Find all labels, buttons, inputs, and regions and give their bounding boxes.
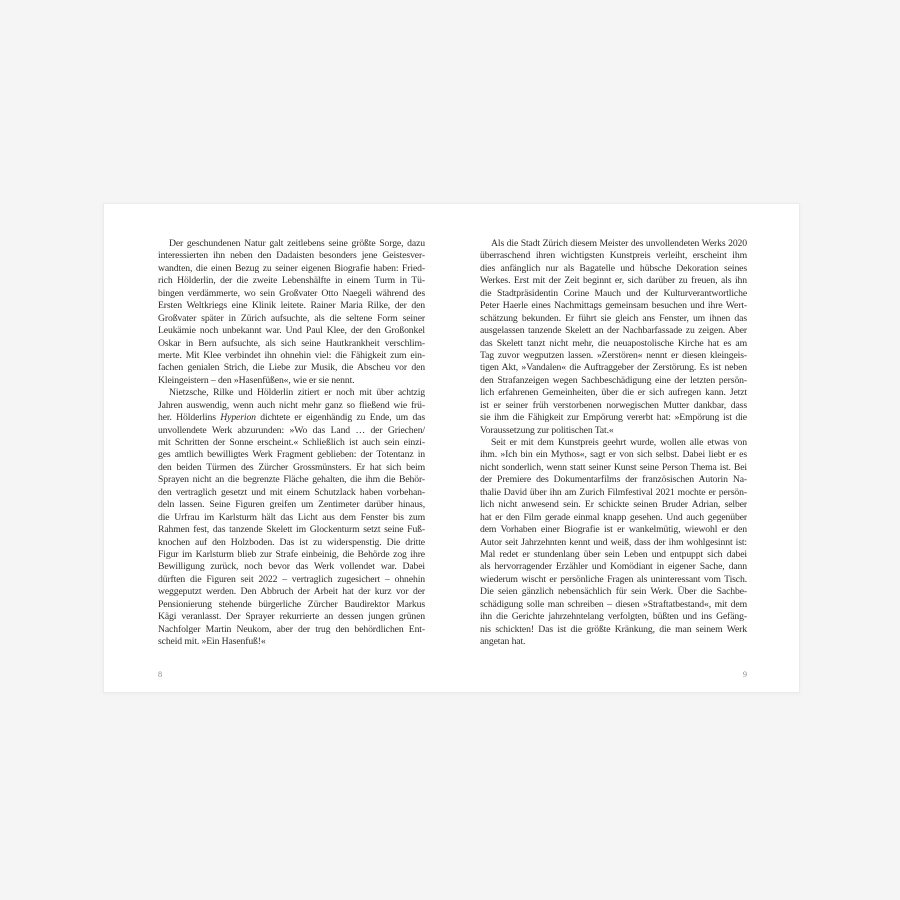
text-line: als hervorragender Erzähler und Komödiant in eigener Sache, dann [480,561,747,573]
text-line: ihm. »Ich bin ein Mythos«, sagt er von sich selbst. Dabei liebt er es [480,449,747,461]
text-line: fachen genialen Strich, die Liebe zur Musik, die Abscheu vor den [158,362,425,374]
paragraph [480,437,747,648]
text-line: ist er seiner früh verstorbenen norwegischen Mutter dankbar, dass [480,399,747,411]
text-line: Voraussetzung zur politischen Tat.« [480,424,614,436]
text-line: Mal redet er stundenlang über sein Leben und entpuppt sich dabei [480,548,747,560]
right-page-text [480,238,747,648]
text-line: angetan hat. [480,636,526,647]
text-line: Seit er mit dem Kunstpreis geehrt wurde, wollen alle etwas von [491,437,747,448]
text-line: wandten, die einen Bezug zu seiner eigenen Biografie haben: Fried- [158,262,425,274]
text-line: scheid mit. »Ein Hasenfuß!« [158,636,266,647]
text-line: Sprayen nicht an die begrenzte Fläche gehalten, die ihm die Behör- [158,474,425,486]
text-line: Ersten Weltkriegs eine Klinik leitete. Rainer Maria Rilke, der den [158,300,425,312]
text-line: dürften die Figuren seit 2022 – vertraglich zugesichert – ohnehin [158,573,425,585]
text-line: den Strafanzeigen wegen Sachbeschädigung eine der letzten persön- [480,374,747,386]
text-line: weggeputzt werden. Den Abbruch der Arbeit hat der kurz vor der [158,586,425,598]
text-line: lich erfahrenen Gemeinheiten, über die er sich aufregen kann. Jetzt [480,387,747,399]
text-line: thalie David über ihn am Zurich Filmfestival 2021 mochte er persön- [480,486,747,498]
text-line: unvollendete Werk abzurunden: »Wo das Land … der Griechen/ [158,424,425,436]
text-line: dem Vorhaben einer Biografie ist er wankelmütig, wiewohl er den [480,524,747,536]
text-line: Tag zuvor wegputzen lassen. »Zerstören« nennt er diesen kleingeis- [480,349,747,361]
text-line: wiederum wischt er persönliche Fragen als uninteressant vom Tisch. [480,573,747,585]
text-line: interessierten ihn neben den Dadaisten besonders jene Geistesver- [158,250,425,262]
text-line: der Premiere des Dokumentarfilms der französischen Autorin Na- [480,474,747,486]
text-line: hat er den Film gerade einmal knapp gesehen. Und auch gegenüber [480,511,747,523]
text-line: Kägi veranlasst. Der Sprayer rekurrierte an dessen jungen grünen [158,611,425,623]
text-line: Bewilligung zurück, noch bevor das Werk vollendet war. Dabei [158,561,425,573]
text-line: merte. Mit Klee verbindet ihn ohnehin viel: die Fähigkeit zum ein- [158,349,425,361]
text-line: Rahmen fest, das tanzende Skelett im Glockenturm setzt seine Fuß- [158,524,425,536]
text-line: her. Hölderlins Hyperion dichtete er eigenhändig zu Ende, um das [158,412,425,424]
text-line: das Skelett tanzt nicht mehr, die neuapostolische Kirche hat es am [480,337,747,349]
book-spread [103,203,800,693]
text-line: Leukämie noch unbekannt war. Und Paul Klee, der den Großonkel [158,325,425,337]
italic-text: Hyperion [220,412,256,424]
text-line: nis schickten! Das ist die größte Kränkung, die man seinem Werk [480,623,747,635]
text-line: Großvater später in Zürich aufsuchte, als die seltene Form seiner [158,312,425,324]
text-line: Figur im Karlsturm blieb zur Strafe einbeinig, die Behörde zog ihre [158,548,425,560]
text-line: deln lassen. Seine Figuren greifen um Zentimeter darüber hinaus, [158,499,425,511]
text-line: ausgelassen tanzende Skelett an der Nachbarfassade zu zeigen. Aber [480,325,747,337]
text-line: mit Schritten der Sonne erscheint.« Schließlich ist auch sein einzi- [158,437,425,448]
text-line: rich Hölderlin, der die zweite Lebenshälfte in einem Turm in Tü- [158,275,425,287]
text-line: ihn die Gerichte jahrzehntelang verfolgten, büßten und ins Gefäng- [480,611,747,623]
text-line: schädigung solle man schreiben – diesen »Straftatbestand«, mit dem [480,598,747,610]
text-line: tigen Akt, »Vandalen« die Auftraggeber der Zerstörung. Es ist neben [480,362,747,374]
page-number-right: 9 [742,670,747,679]
page-number-left: 8 [158,670,163,679]
paragraph [158,238,425,387]
text-line: Die seien gänzlich nebensächlich für sein Werk. Über die Sachbe- [480,586,747,598]
text-line: ges amtlich bewilligtes Werk Fragment geblieben: der Totentanz in [158,449,425,461]
text-line: Jahren auswendig, wenn auch nicht mehr ganz so fließend wie frü- [158,399,425,411]
text-line: die Stadtpräsidentin Corine Mauch und der Kulturverantwortliche [480,287,747,299]
text-line: die Urfrau im Karlsturm hält das Licht aus dem Fenster bis zum [158,511,425,523]
text-line: dies anfänglich nur als Bagatelle und hübsche Dekoration seines [480,262,747,274]
text-line: nicht sonderlich, wenn statt seiner Kunst seine Person Thema ist. Bei [480,461,747,473]
text-line: knochen auf den Holzboden. Das ist zu widerspenstig. Die dritte [158,536,425,548]
paragraph [158,387,425,648]
text-line: Nachfolger Martin Neukom, aber der trug den behördlichen Ent- [158,623,425,635]
left-page-text [158,238,425,648]
text-line: Pensionierung stehende bürgerliche Zürcher Baudirektor Markus [158,598,425,610]
text-line: den vertraglich gesetzt und mit einem Schutzlack haben vorbehan- [158,486,425,498]
text-line: Werkes. Erst mit der Zeit beginnt er, sich darüber zu freuen, als ihn [480,275,747,287]
text-line: schätzung bekunden. Er führt sie gleich ans Fenster, um ihnen das [480,312,747,324]
text-line: überraschend ihren wichtigsten Kunstpreis verleiht, erscheint ihm [480,250,747,262]
text-line: Autor seit Jahrzehnten kennt und weiß, dass der ihm wohlgesinnt ist: [480,536,747,548]
text-line: Nietzsche, Rilke und Hölderlin zitiert er noch mit über achtzig [169,387,425,399]
text-line: Als die Stadt Zürich diesem Meister des unvollendeten Werks 2020 [491,238,747,249]
text-line: bingen verdämmerte, wo sein Großvater Otto Naegeli während des [158,287,425,299]
text-line: Kleingeistern – den »Hasenfüßen«, wie er sie nennt. [158,374,355,386]
text-line: Oskar in Bern aufsuchte, als sich seine Hautkrankheit verschlim- [158,337,425,349]
text-line: Der geschundenen Natur galt zeitlebens seine größte Sorge, dazu [169,238,425,249]
text-line: sie ihm die Fähigkeit zur Empörung vererbt hat: »Empörung ist die [480,412,747,424]
text-line: Peter Haerle eines Nachmittags gemeinsam besuchen und ihre Wert- [480,300,747,312]
text-line: lich nicht anwesend sein. Er schickte seinen Bruder Adrian, selber [480,499,747,511]
paragraph [480,238,747,437]
text-line: den beiden Türmen des Zürcher Grossmünsters. Er hat sich beim [158,461,425,473]
